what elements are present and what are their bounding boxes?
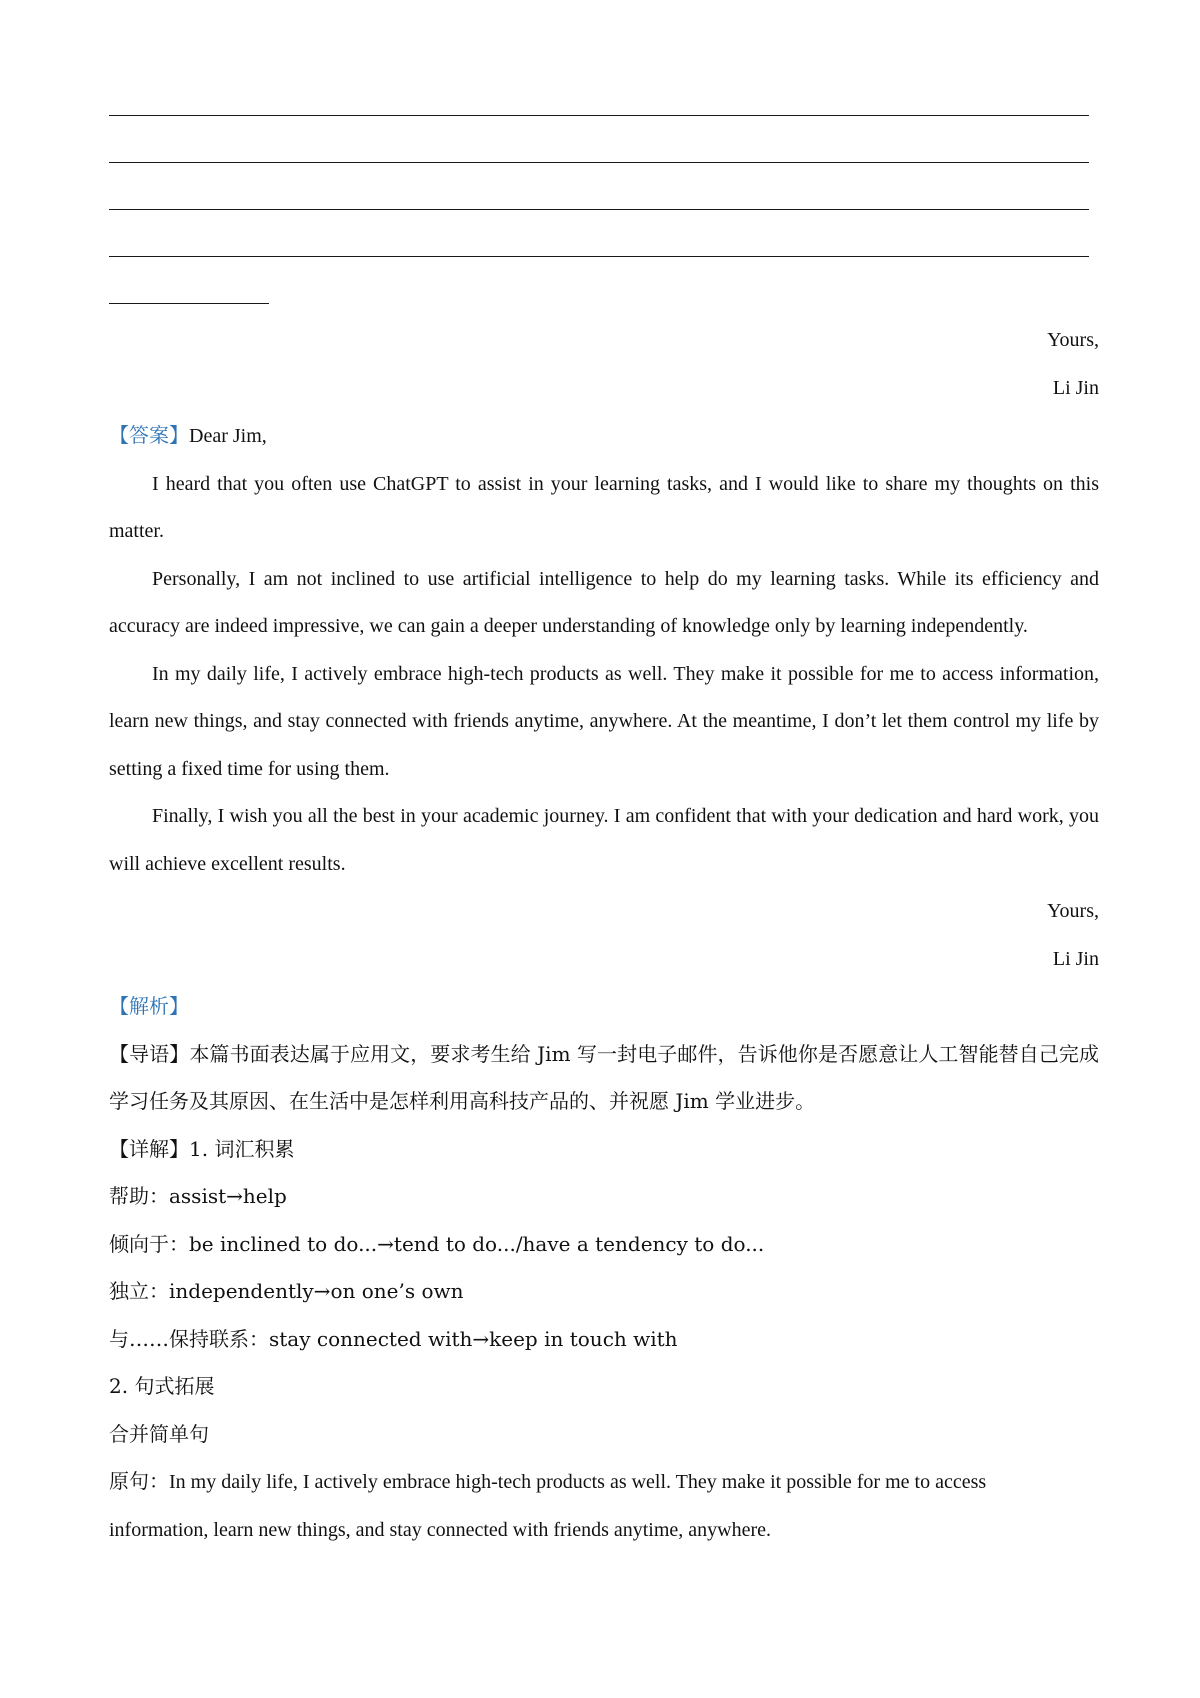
answer-paragraph: In my daily life, I actively embrace high-tech products as well. They make it possible for me to access information, learn new things, and stay connected with friends anytime, anywhere. At the meantime, I don’t let them control my life by setting a fixed time for using them. xyxy=(109,662,1099,780)
answer-blank-line xyxy=(109,100,1099,116)
answer-greeting: Dear Jim, xyxy=(189,425,267,447)
answer-blank-line xyxy=(109,210,1099,257)
answer-heading xyxy=(109,412,1099,461)
vocab-item: 帮助：assist→help xyxy=(109,1184,287,1208)
answer-paragraph: I heard that you often use ChatGPT to assist in your learning tasks, and I would like to share my thoughts on this matter. xyxy=(109,472,1099,542)
closing-yours: Yours, xyxy=(1047,329,1099,351)
answer-blank-line-short xyxy=(109,257,1099,304)
answer-paragraph: Personally, I am not inclined to use artificial intelligence to help do my learning tasks. While its efficiency and accuracy are indeed impressive, we can gain a deeper understanding of knowledge only by learning independently. xyxy=(109,567,1099,637)
vocab-item: 与……保持联系：stay connected with→keep in touch with xyxy=(109,1326,678,1351)
document-content xyxy=(109,100,1099,1554)
original-text: In my daily life, I actively embrace high-tech products as well. They make it possible for me to access information, learn new things, and stay connected with friends anytime, anywhere. xyxy=(109,1471,987,1541)
answer-blank-line xyxy=(109,163,1099,210)
answer-closing-name: Li Jin xyxy=(1052,947,1099,970)
guide-text: 本篇书面表达属于应用文，要求考生给 Jim 写一封电子邮件，告诉他你是否愿意让人工智能替自己完成学习任务及其原因、在生活中是怎样利用高科技产品的、并祝愿 Jim 学业进步。 xyxy=(109,1041,1100,1113)
detail-heading xyxy=(109,1126,1099,1174)
closing-name: Li Jin xyxy=(1052,376,1099,399)
answer-blank-line xyxy=(109,116,1099,163)
original-label: 原句： xyxy=(109,1469,169,1493)
answer-closing-yours: Yours, xyxy=(1047,900,1099,922)
guide-paragraph xyxy=(109,1031,1099,1126)
answer-paragraph: Finally, I wish you all the best in your academic journey. I am confident that with your dedication and hard work, you will achieve excellent results. xyxy=(109,805,1099,875)
detail-section-2-subtitle: 合并简单句 xyxy=(109,1421,209,1446)
original-sentence xyxy=(109,1458,1079,1554)
detail-section-2-title: 2. 句式拓展 xyxy=(109,1374,215,1398)
analysis-tag: 【解析】 xyxy=(109,994,189,1018)
answer-tag: 【答案】 xyxy=(109,423,189,447)
guide-tag: 【导语】 xyxy=(109,1041,190,1066)
detail-section-1-title: 1. 词汇积累 xyxy=(189,1136,295,1161)
vocab-item: 独立：independently→on one’s own xyxy=(109,1279,464,1303)
vocab-item: 倾向于：be inclined to do...→tend to do.../have a tendency to do... xyxy=(109,1231,765,1256)
detail-tag: 【详解】 xyxy=(109,1136,189,1161)
